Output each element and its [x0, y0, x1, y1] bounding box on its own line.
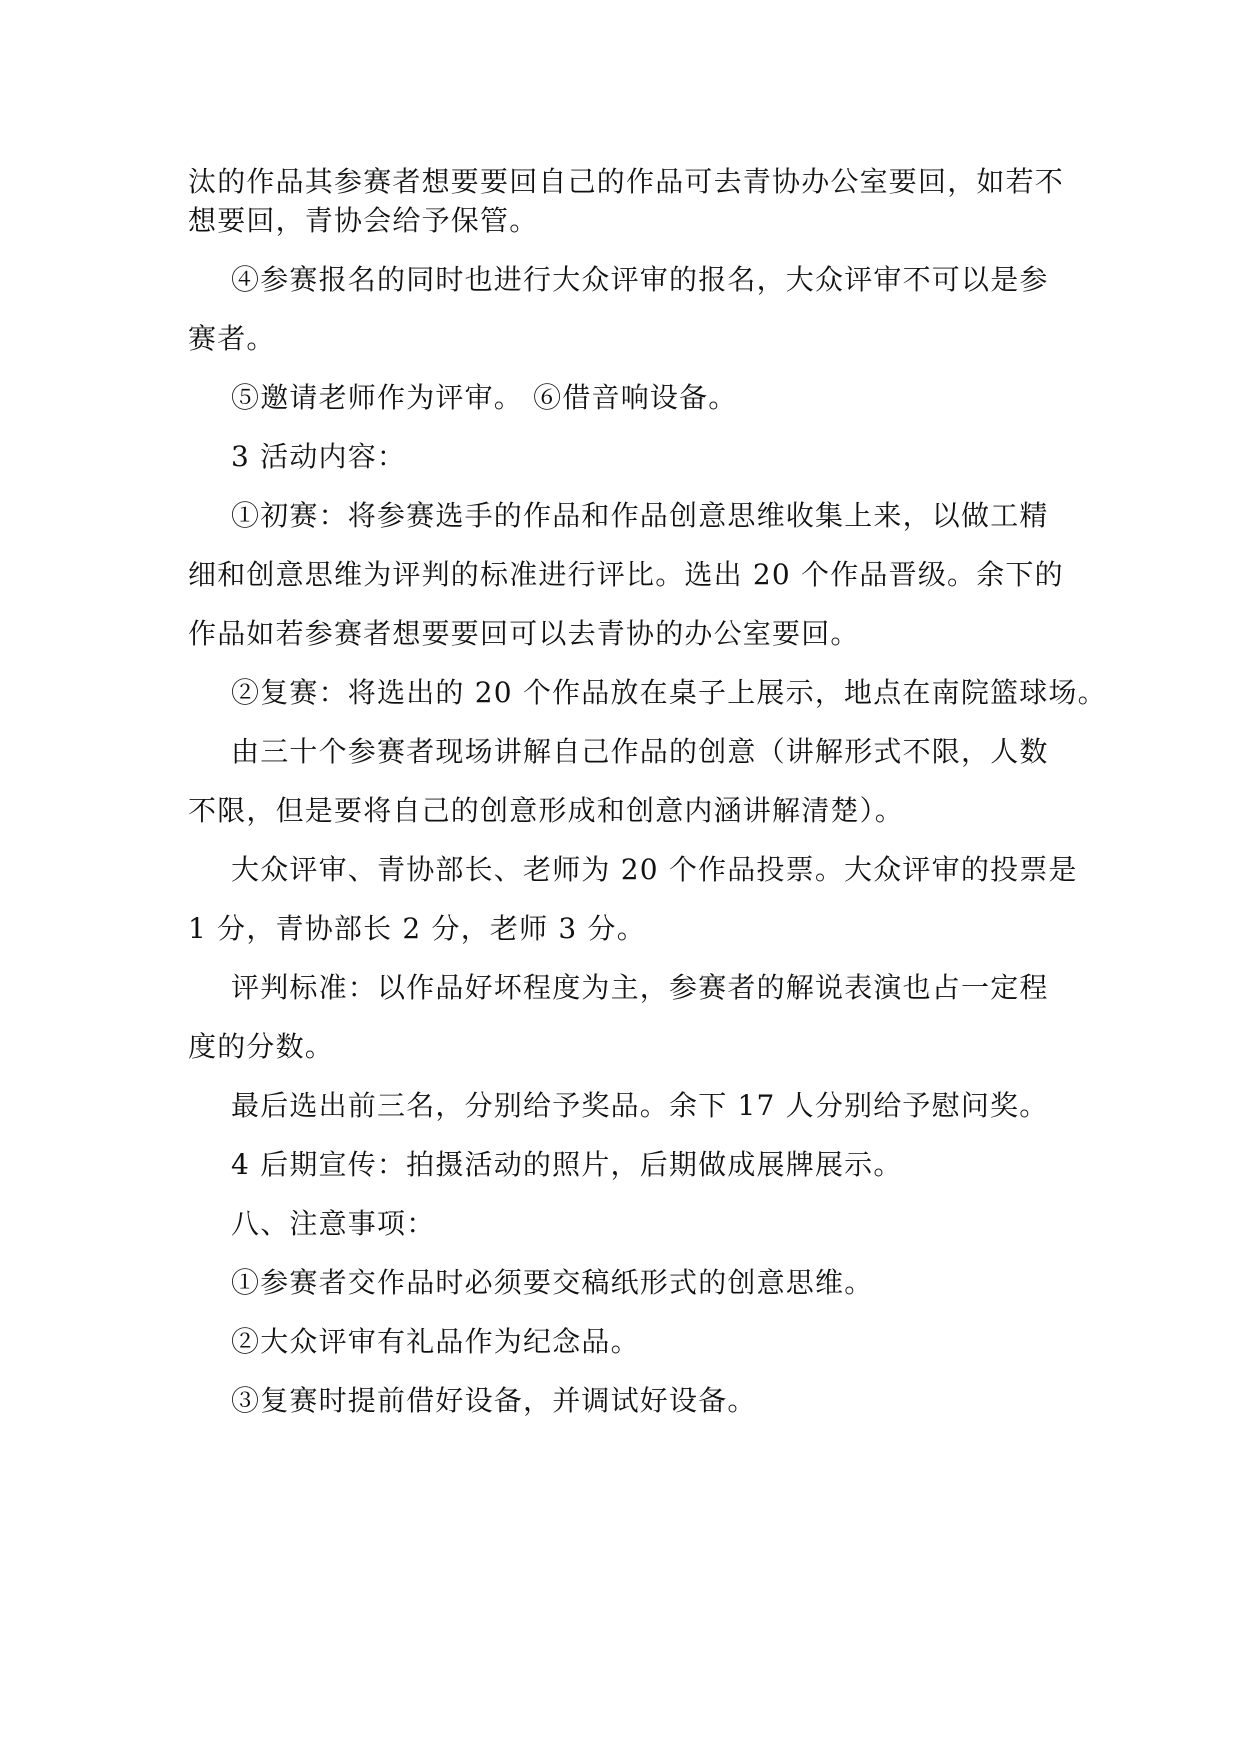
text-line: ④参赛报名的同时也进行大众评审的报名，大众评审不可以是参: [231, 263, 1049, 296]
text-line: 不限，但是要将自己的创意形成和创意内涵讲解清楚）。: [188, 794, 905, 827]
text-line: 赛者。: [188, 322, 276, 355]
section-heading: 八、注意事项：: [231, 1207, 436, 1240]
text-line: 想要回，青协会给予保管。: [188, 204, 539, 237]
text-line: 细和创意思维为评判的标准进行评比。选出 20 个作品晋级。余下的: [188, 558, 1064, 591]
text-line: ①参赛者交作品时必须要交稿纸形式的创意思维。: [231, 1266, 874, 1299]
text-line: 作品如若参赛者想要要回可以去青协的办公室要回。: [188, 617, 860, 650]
text-line: 最后选出前三名，分别给予奖品。余下 17 人分别给予慰问奖。: [231, 1089, 1049, 1122]
text-line: 1 分，青协部长 2 分，老师 3 分。: [188, 912, 646, 945]
section-heading: 3 活动内容：: [231, 440, 407, 473]
text-line: 评判标准：以作品好坏程度为主，参赛者的解说表演也占一定程: [231, 971, 1049, 1004]
text-line: 由三十个参赛者现场讲解自己作品的创意（讲解形式不限，人数: [231, 735, 1049, 768]
text-line: 度的分数。: [188, 1030, 335, 1063]
text-line: ②复赛：将选出的 20 个作品放在桌子上展示，地点在南院篮球场。: [231, 676, 1107, 709]
text-line: 汰的作品其参赛者想要要回自己的作品可去青协办公室要回，如若不: [188, 165, 1065, 198]
text-line: ②大众评审有礼品作为纪念品。: [231, 1325, 640, 1358]
text-line: ⑤邀请老师作为评审。 ⑥借音响设备。: [231, 381, 738, 414]
text-line: ①初赛：将参赛选手的作品和作品创意思维收集上来，以做工精: [231, 499, 1049, 532]
text-line: ③复赛时提前借好设备，并调试好设备。: [231, 1384, 757, 1417]
text-line: 大众评审、青协部长、老师为 20 个作品投票。大众评审的投票是: [231, 853, 1078, 886]
text-line: 4 后期宣传：拍摄活动的照片，后期做成展牌展示。: [231, 1148, 903, 1181]
